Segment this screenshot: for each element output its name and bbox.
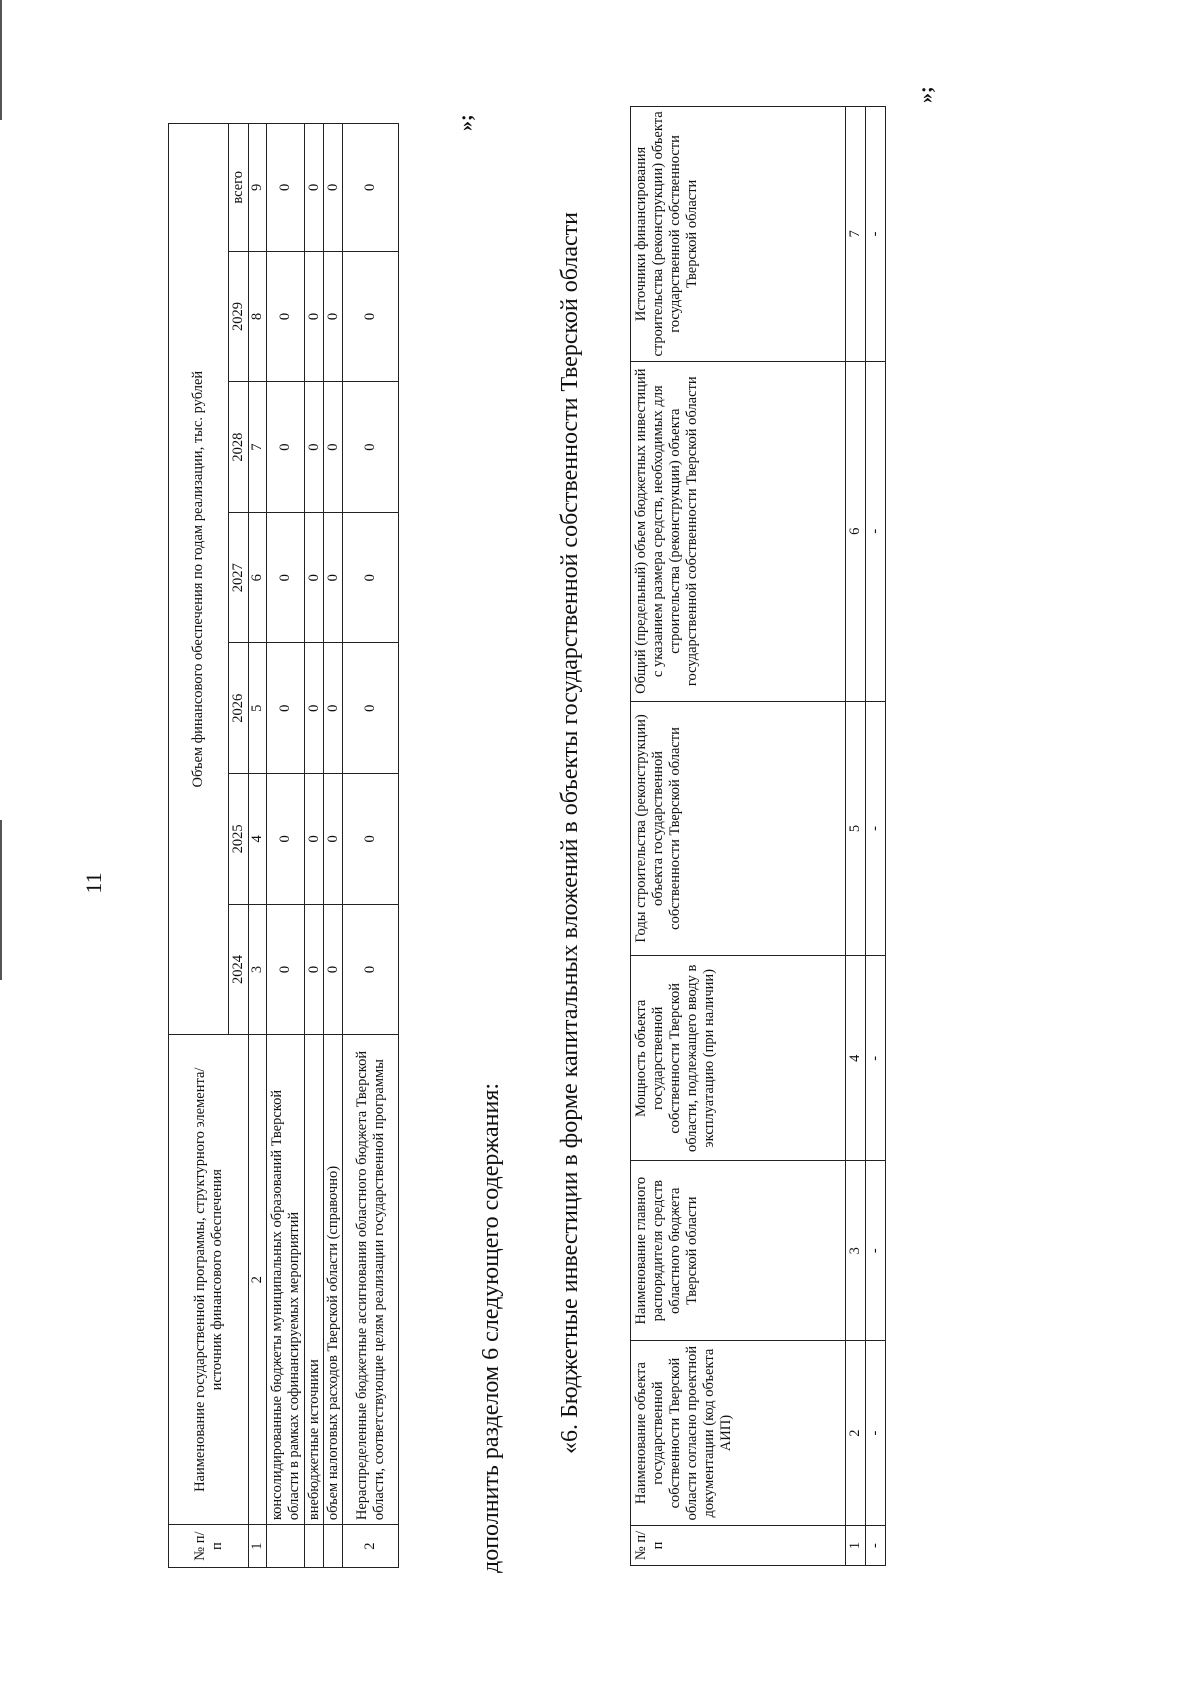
column-index: 3 [249, 904, 267, 1035]
row-value: 0 [324, 904, 343, 1035]
row-value: 0 [267, 251, 305, 382]
column-index: 7 [249, 382, 267, 513]
supplement-text: дополнить разделом 6 следующего содержания: [478, 1082, 504, 1573]
row-value: - [866, 1161, 886, 1341]
row-value: 0 [343, 904, 399, 1035]
row-value: 0 [267, 774, 305, 905]
column-index: 4 [249, 774, 267, 905]
row-value: 0 [343, 512, 399, 643]
row-value: 0 [324, 643, 343, 774]
column-index: 9 [249, 124, 267, 252]
row-value: 0 [343, 643, 399, 774]
column-index: 7 [846, 107, 866, 362]
table2-index-row [846, 107, 866, 1566]
table1-name-header: Наименование государственной программы, структурного элемента/источник финансового обеспечения [169, 1035, 249, 1525]
row-value: 0 [267, 512, 305, 643]
year-header: 2029 [229, 251, 249, 382]
table1-volume-header: Объем финансового обеспечения по годам реализации, тыс. рублей [169, 124, 229, 1035]
year-header: 2027 [229, 512, 249, 643]
row-name: Нераспределенные бюджетные ассигнования областного бюджета Тверской области, соответствующие целям реализации государственной программы [343, 1035, 399, 1525]
total-header: всего [229, 124, 249, 252]
year-header: 2025 [229, 774, 249, 905]
section-title: «6. Бюджетные инвестиции в форме капитальных вложений в объекты государственной собственности Тверской области [557, 211, 583, 1455]
column-index: 5 [249, 643, 267, 774]
row-value: 0 [324, 251, 343, 382]
financing-table [168, 123, 399, 1568]
row-value: 0 [305, 512, 324, 643]
column-index: 2 [846, 1341, 866, 1526]
row-value: 0 [343, 124, 399, 252]
column-index: 3 [846, 1161, 866, 1341]
column-index: 6 [249, 512, 267, 643]
row-value: 0 [324, 382, 343, 513]
column-index: 8 [249, 251, 267, 382]
table1-header-row [169, 124, 229, 1568]
year-header: 2028 [229, 382, 249, 513]
row-value: 0 [305, 904, 324, 1035]
column-index: 1 [249, 1525, 267, 1568]
row-value: 0 [324, 774, 343, 905]
investment-table [630, 106, 886, 1566]
row-value: 0 [324, 512, 343, 643]
row-value: 0 [305, 124, 324, 252]
row-value: - [866, 956, 886, 1161]
table1-closing-quote: »; [455, 114, 477, 131]
year-header: 2026 [229, 643, 249, 774]
row-num [324, 1525, 343, 1568]
row-name: внебюджетные источники [305, 1035, 324, 1525]
table1-index-row [249, 124, 267, 1568]
row-num: 2 [343, 1525, 399, 1568]
row-name: консолидированные бюджеты муниципальных образований Тверской области в рамках софинансируемых мероприятий [267, 1035, 305, 1525]
row-value: 0 [343, 251, 399, 382]
row-value: 0 [267, 124, 305, 252]
column-index: 4 [846, 956, 866, 1161]
table2-closing-quote: »; [915, 86, 937, 103]
row-num [267, 1525, 305, 1568]
column-index: 6 [846, 361, 866, 701]
row-value: - [866, 107, 886, 362]
table2-header: Мощность объекта государственной собственности Тверской области, подлежащего вводу в эксплуатацию (при наличии) [631, 956, 846, 1161]
table2-header: Наименование главного распорядителя средств областного бюджета Тверской области [631, 1161, 846, 1341]
row-value: 0 [343, 382, 399, 513]
column-index: 1 [846, 1526, 866, 1566]
table2-header: Годы строительства (реконструкции) объекта государственной собственности Тверской области [631, 701, 846, 956]
row-value: - [866, 701, 886, 956]
table2-header: № п/п [631, 1526, 846, 1566]
row-value: 0 [324, 124, 343, 252]
table-row [324, 124, 343, 1568]
table2-header-row [631, 107, 846, 1566]
row-value: 0 [305, 382, 324, 513]
table2-header: Источники финансирования строительства (реконструкции) объекта государственной собственности Тверской области [631, 107, 846, 362]
row-value: 0 [343, 774, 399, 905]
row-value: 0 [267, 382, 305, 513]
table1-num-header: № п/п [169, 1525, 249, 1568]
row-value: 0 [267, 904, 305, 1035]
row-value: 0 [305, 643, 324, 774]
table-row [305, 124, 324, 1568]
table2-header: Наименование объекта государственной собственности Тверской области согласно проектной документации (код объекта АИП) [631, 1341, 846, 1526]
row-value: - [866, 361, 886, 701]
page-number: 11 [81, 872, 106, 894]
row-value: - [866, 1341, 886, 1526]
table-row [866, 107, 886, 1566]
row-value: 0 [305, 774, 324, 905]
row-name: объем налоговых расходов Тверской области (справочно) [324, 1035, 343, 1525]
row-value: 0 [267, 643, 305, 774]
column-index: 5 [846, 701, 866, 956]
table-row [343, 124, 399, 1568]
row-num [305, 1525, 324, 1568]
year-header: 2024 [229, 904, 249, 1035]
column-index: 2 [249, 1035, 267, 1525]
row-value: - [866, 1526, 886, 1566]
row-value: 0 [305, 251, 324, 382]
table-row [267, 124, 305, 1568]
table2-header: Общий (предельный) объем бюджетных инвестиций с указанием размера средств, необходимых для строительства (реконструкции) объекта государственной собственности Тверской области [631, 361, 846, 701]
